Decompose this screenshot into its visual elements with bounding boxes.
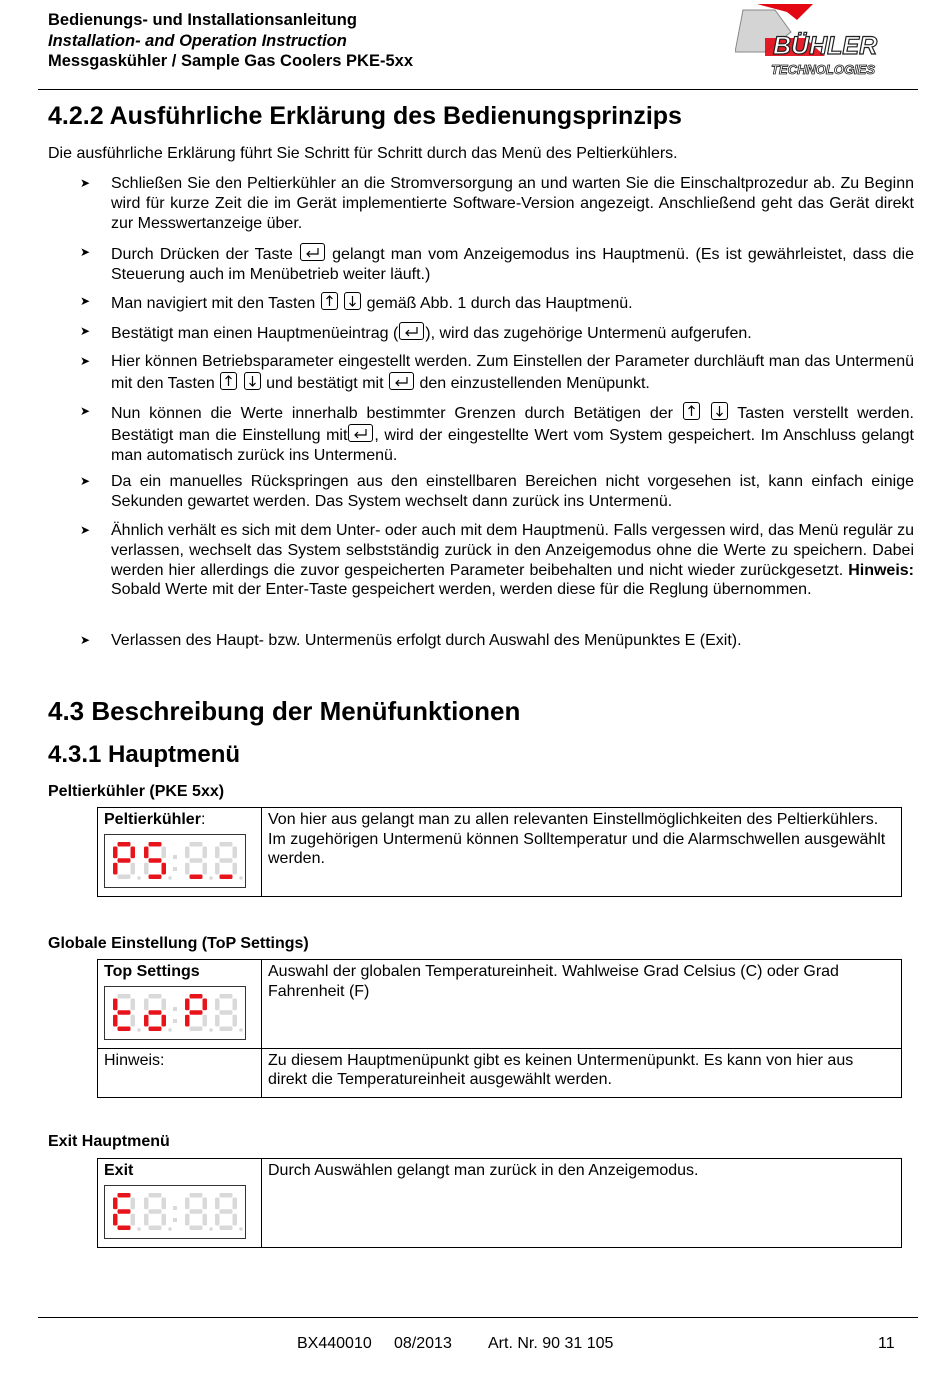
display-segment: [131, 998, 136, 1010]
display-segment: [131, 862, 136, 874]
display-segment: [215, 1014, 220, 1026]
display-segment: [149, 858, 162, 863]
display-segment: [190, 874, 203, 879]
menu-description: Auswahl der globalen Temperatureinheit. Wahlweise Grad Celsius (C) oder Grad Fahrenheit (F): [262, 960, 902, 1049]
display-segment: [131, 1213, 136, 1225]
list-item: ➤ Hier können Betriebsparameter eingestellt werden. Zum Einstellen der Parameter durchläuft man das Untermenü mit den Tasten und bestätigt mit den einzustellenden Menüpunkt.: [80, 353, 914, 392]
display-colon-dot: [173, 1007, 177, 1011]
display-segment: [131, 1197, 136, 1209]
display-segment: [118, 1209, 131, 1214]
display-segment: [162, 846, 167, 858]
display-segment: [162, 1197, 167, 1209]
display-segment: [113, 846, 118, 858]
arrow-bullet-icon: ➤: [80, 294, 91, 308]
display-segment: [162, 1213, 167, 1225]
display-segment: [233, 998, 238, 1010]
note-text: Zu diesem Hauptmenüpunkt gibt es keinen Untermenüpunkt. Es kann von hier aus direkt die Temperatureinheit ausgewählt werden.: [262, 1048, 902, 1097]
display-decimal-point: [168, 876, 172, 880]
display-segment: [185, 846, 190, 858]
display-colon-dot: [173, 1206, 177, 1210]
display-segment: [113, 998, 118, 1010]
display-segment: [190, 842, 203, 847]
display-segment: [220, 1209, 233, 1214]
display-segment: [149, 994, 162, 999]
arrow-up-key-icon: [683, 402, 700, 420]
enter-key-icon: [389, 372, 414, 390]
list-item: ➤ Ähnlich verhält es sich mit dem Unter- oder auch mit dem Hauptmenü. Falls vergessen wird, das Menü regulär zu verlassen, wechselt das System selbstständig zurück in den Anzeigemodus ohne die Werte zu speichern. Dabei werden hier allerdings die zuvor gespeicherten Parameter beibehalten und nicht wieder zurückgesetzt. Hinweis: Sobald Werte mit der Enter-Taste gespeichert werden, werden diese für die Reglung übernommen.: [80, 522, 915, 599]
list-item: ➤ Verlassen des Haupt- bzw. Untermenüs erfolgt durch Auswahl des Menüpunktes E (Exit).: [80, 632, 742, 649]
display-segment: [162, 862, 167, 874]
display-segment: [149, 1225, 162, 1230]
menu-heading: Exit Hauptmenü: [48, 1133, 170, 1150]
display-segment: [220, 994, 233, 999]
display-segment: [220, 1010, 233, 1015]
display-segment: [118, 1225, 131, 1230]
section-title-4-2-2: 4.2.2 Ausführliche Erklärung des Bedienungsprinzips: [48, 102, 682, 130]
display-segment: [233, 1197, 238, 1209]
arrow-down-key-icon: [711, 402, 728, 420]
display-segment: [149, 1193, 162, 1198]
display-segment: [185, 1213, 190, 1225]
arrow-bullet-icon: ➤: [80, 324, 91, 338]
display-segment: [149, 874, 162, 879]
display-colon-dot: [173, 1019, 177, 1023]
display-segment: [118, 842, 131, 847]
display-segment: [185, 1197, 190, 1209]
display-segment: [113, 1197, 118, 1209]
display-segment: [185, 998, 190, 1010]
note-label: Hinweis:: [98, 1048, 262, 1097]
display-segment: [190, 1010, 203, 1015]
seven-segment-display: [104, 834, 246, 888]
menu-table: Top Settings Auswahl der globalen Temperatureinheit. Wahlweise Grad Celsius (C) oder Grad Fahrenheit (F) Hinweis: Zu diesem Hauptmenüpunkt gibt es keinen Untermenüpunkt. Es kann von hier aus direkt die Temperatureinheit ausgewählt werden.: [97, 959, 902, 1098]
menu-table: Peltierkühler: Von hier aus gelangt man zu allen relevanten Einstellmöglichkeiten des Peltierkühlers. Im zugehörigen Untermenü können Solltemperatur und die Alarmschwellen ausgewählt werden.: [97, 807, 902, 897]
display-segment: [203, 1014, 208, 1026]
list-item: ➤ Durch Drücken der Taste gelangt man vom Anzeigemodus ins Hauptmenü. (Es ist gewährleistet, dass die Steuerung auch im Menübetrieb weiter läuft.): [80, 245, 915, 283]
display-segment: [162, 998, 167, 1010]
display-segment: [144, 1213, 149, 1225]
buehler-logo: [735, 2, 920, 80]
display-segment: [185, 1014, 190, 1026]
display-segment: [118, 1026, 131, 1031]
display-decimal-point: [209, 1227, 213, 1231]
enter-key-icon: [300, 243, 325, 261]
display-segment: [190, 994, 203, 999]
display-decimal-point: [168, 1227, 172, 1231]
display-segment: [162, 1014, 167, 1026]
menu-heading: Globale Einstellung (ToP Settings): [48, 935, 309, 952]
display-segment: [118, 994, 131, 999]
section-title-4-3-1: 4.3.1 Hauptmenü: [48, 741, 241, 768]
arrow-down-key-icon: [344, 292, 361, 310]
enter-key-icon: [348, 424, 373, 442]
display-segment: [203, 998, 208, 1010]
arrow-bullet-icon: ➤: [80, 245, 91, 259]
footer-page-number: 11: [878, 1335, 895, 1352]
display-segment: [220, 1225, 233, 1230]
display-decimal-point: [137, 1028, 141, 1032]
display-segment: [215, 1213, 220, 1225]
display-segment: [233, 846, 238, 858]
display-segment: [131, 846, 136, 858]
display-segment: [220, 1193, 233, 1198]
menu-description: Von hier aus gelangt man zu allen relevanten Einstellmöglichkeiten des Peltierkühlers. Im zugehörigen Untermenü können Solltemperatur und die Alarmschwellen ausgewählt werden.: [262, 808, 902, 897]
display-segment: [185, 862, 190, 874]
display-segment: [220, 858, 233, 863]
display-decimal-point: [239, 1028, 243, 1032]
display-segment: [190, 1026, 203, 1031]
display-segment: [118, 858, 131, 863]
display-segment: [118, 1010, 131, 1015]
arrow-bullet-icon: ➤: [80, 354, 91, 368]
menu-description: Durch Auswählen gelangt man zurück in den Anzeigemodus.: [262, 1159, 902, 1248]
display-segment: [190, 1209, 203, 1214]
display-segment: [220, 842, 233, 847]
display-decimal-point: [137, 876, 141, 880]
seven-segment-display: [104, 986, 246, 1040]
display-segment: [113, 1213, 118, 1225]
list-item: ➤ Bestätigt man einen Hauptmenüeintrag ( ), wird das zugehörige Untermenü aufgerufen.: [80, 324, 752, 342]
menu-heading: Peltierkühler (PKE 5xx): [48, 783, 225, 800]
arrow-up-key-icon: [321, 292, 338, 310]
header-line-2: Installation- and Operation Instruction: [48, 31, 347, 50]
list-item: ➤ Man navigiert mit den Tasten gemäß Abb. 1 durch das Hauptmenü.: [80, 294, 633, 312]
arrow-up-key-icon: [220, 372, 237, 390]
enter-key-icon: [399, 322, 424, 340]
arrow-bullet-icon: ➤: [80, 404, 91, 418]
display-colon-dot: [173, 1218, 177, 1222]
logo-subtext: TECHNOLOGIES: [771, 62, 876, 77]
display-decimal-point: [209, 1028, 213, 1032]
display-segment: [113, 1014, 118, 1026]
menu-table: Exit Durch Auswählen gelangt man zurück in den Anzeigemodus.: [97, 1158, 902, 1248]
display-segment: [131, 1014, 136, 1026]
display-segment: [233, 1014, 238, 1026]
display-segment: [190, 1225, 203, 1230]
footer-doc-number: BX440010: [297, 1335, 372, 1352]
display-segment: [215, 846, 220, 858]
display-segment: [144, 998, 149, 1010]
display-segment: [203, 862, 208, 874]
display-segment: [203, 1213, 208, 1225]
display-segment: [144, 862, 149, 874]
display-segment: [215, 998, 220, 1010]
display-segment: [118, 1193, 131, 1198]
display-segment: [144, 846, 149, 858]
display-segment: [149, 1010, 162, 1015]
header-line-3: Messgaskühler / Sample Gas Coolers PKE-5xx: [48, 52, 413, 70]
display-segment: [220, 874, 233, 879]
display-decimal-point: [239, 1227, 243, 1231]
footer-divider: [38, 1317, 918, 1318]
logo-text: BÜHLER: [773, 32, 878, 60]
display-colon-dot: [173, 867, 177, 871]
display-segment: [203, 846, 208, 858]
arrow-bullet-icon: ➤: [80, 633, 91, 647]
list-item: ➤ Nun können die Werte innerhalb bestimmter Grenzen durch Betätigen der Tasten verstellt werden. Bestätigt man die Einstellung mit , wird der eingestellte Wert vom System gespeichert. Im Anschluss gelangt man automatisch zurück ins Untermenü.: [80, 404, 915, 464]
seven-segment-display: [104, 1185, 246, 1239]
list-item: ➤ Da ein manuelles Rückspringen aus den einstellbaren Bereichen nicht vorgesehen ist, kann einfach einige Sekunden gewartet werden. Das System wechselt dann zurück ins Untermenü.: [80, 473, 914, 510]
arrow-bullet-icon: ➤: [80, 176, 91, 190]
display-segment: [220, 1026, 233, 1031]
display-segment: [149, 842, 162, 847]
display-segment: [144, 1014, 149, 1026]
display-segment: [233, 862, 238, 874]
display-segment: [233, 1213, 238, 1225]
display-segment: [118, 874, 131, 879]
document-header: [48, 10, 413, 72]
display-decimal-point: [137, 1227, 141, 1231]
list-item: ➤ Schließen Sie den Peltierkühler an die Stromversorgung an und warten Sie die Einschaltprozedur ab. Zu Beginn wird für kurze Zeit die im Gerät implementierte Software-Version angezeigt. Anschließend geht das Gerät direkt zur Messwertanzeige über.: [80, 175, 914, 232]
display-segment: [113, 862, 118, 874]
display-colon-dot: [173, 855, 177, 859]
display-decimal-point: [168, 1028, 172, 1032]
intro-paragraph: Die ausführliche Erklärung führt Sie Schritt für Schritt durch das Menü des Peltierkühlers.: [48, 145, 678, 162]
footer-article-number: Art. Nr. 90 31 105: [488, 1335, 614, 1352]
display-segment: [215, 862, 220, 874]
display-decimal-point: [209, 876, 213, 880]
footer-date: 08/2013: [394, 1335, 452, 1352]
header-line-1: Bedienungs- und Installationsanleitung: [48, 11, 357, 29]
section-title-4-3: 4.3 Beschreibung der Menüfunktionen: [48, 696, 521, 726]
display-segment: [149, 1209, 162, 1214]
display-segment: [144, 1197, 149, 1209]
header-divider: [38, 89, 918, 90]
arrow-down-key-icon: [244, 372, 261, 390]
display-decimal-point: [239, 876, 243, 880]
arrow-bullet-icon: ➤: [80, 523, 91, 537]
display-segment: [203, 1197, 208, 1209]
display-segment: [190, 1193, 203, 1198]
display-segment: [149, 1026, 162, 1031]
arrow-bullet-icon: ➤: [80, 474, 91, 488]
display-segment: [215, 1197, 220, 1209]
display-segment: [190, 858, 203, 863]
